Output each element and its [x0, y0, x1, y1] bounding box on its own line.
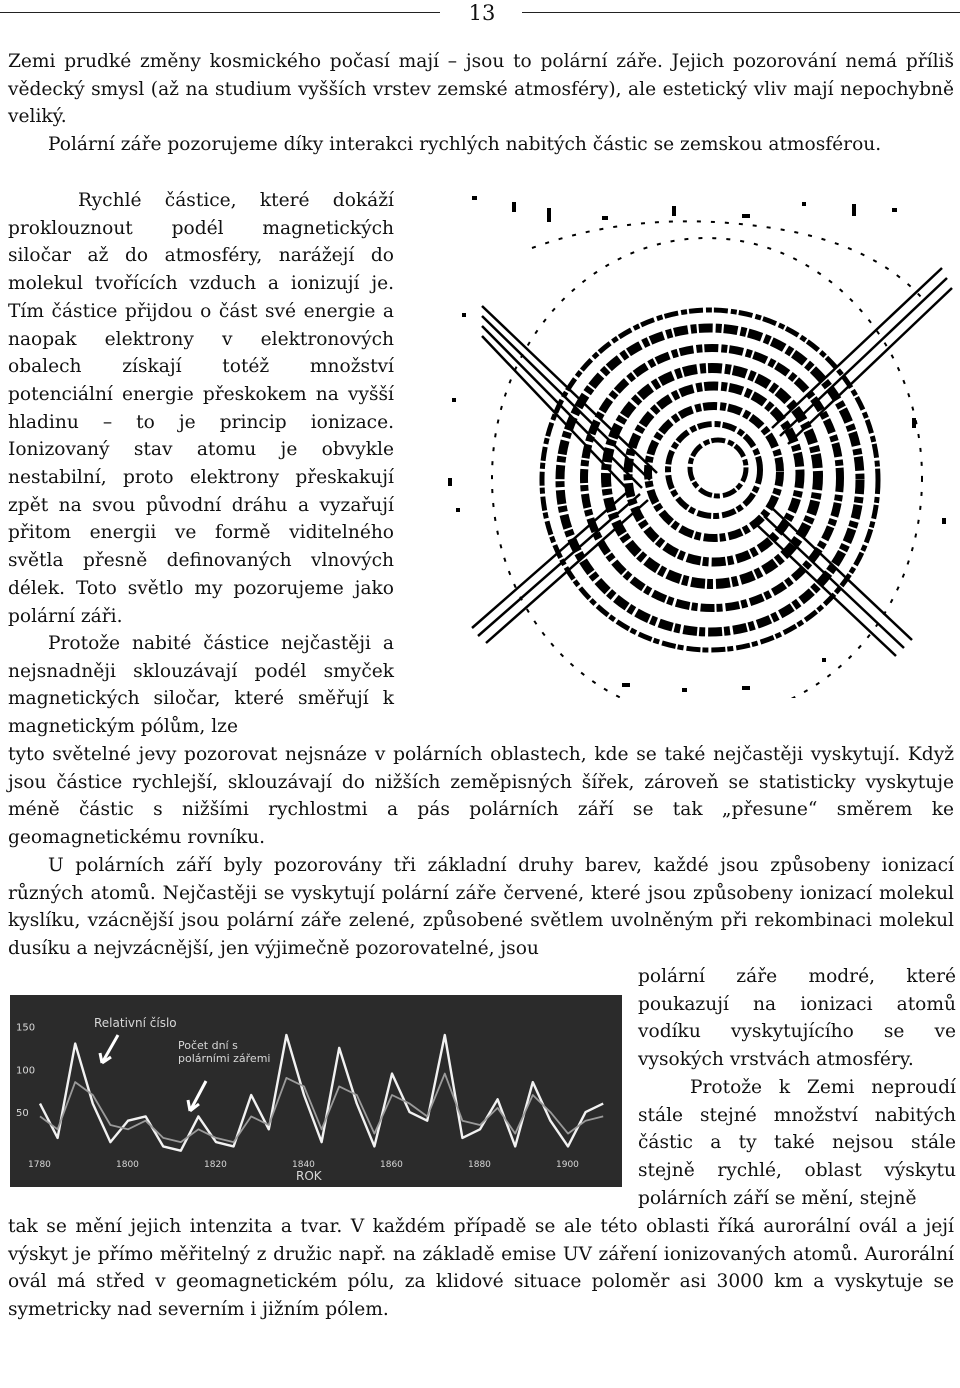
label-relative-number: Relativní číslo [94, 1016, 177, 1030]
aurora-frequency-chart [10, 995, 622, 1187]
header-rule-left [0, 12, 440, 13]
series-line-0 [40, 1035, 603, 1151]
y-tick-label-0: 150 [16, 1022, 36, 1034]
header-rule-right [522, 12, 960, 13]
paragraph-4-column: polární záře modré, které poukazují na ionizaci atomů vodíku vyskytujícího se ve vysokých vrstvách atmosféry. [638, 966, 956, 1071]
paragraph-3-column: Protože nabité částice nejčastěji a nejsnadněji sklouzávají podél smyček magnetických siločar, které směřují k magnetickým pólům, lze [8, 633, 394, 738]
x-axis-label: ROK [296, 1169, 322, 1183]
page-header [0, 0, 960, 30]
arrow-relative [100, 1035, 118, 1063]
paragraph-4-full: U polárních září byly pozorovány tři základní druhy barev, každé jsou způsobeny ionizací různých atomů. Nejčastěji se vyskytují polární záře červené, které jsou způsobeny ionizací molekul kyslíku, vzácnější jsou polární záře zelené, způsobené světlem uvolněným při rekombinaci molekul dusíku a nejvzácnější, jen výjimečně pozorovatelné, jsou [8, 855, 954, 960]
y-tick-label-2: 50 [16, 1108, 29, 1120]
x-tick-label-4: 1860 [380, 1160, 403, 1170]
x-tick-label-5: 1880 [468, 1160, 491, 1170]
x-tick-label-1: 1800 [116, 1160, 139, 1170]
x-tick-label-0: 1780 [28, 1160, 51, 1170]
paragraph-2-column: Rychlé částice, které dokáží proklouznout podél magnetických siločar až do atmosféry, narážejí do molekul tvořících vzduch a ionizují je. Tím částice přijdou o část své energie a naopak elektrony v elektronových obalech získají totéž množství potenciální energie přeskokem na vyšší hladinu – to je princip ionizace. Ionizovaný stav atomu je obvykle nestabilní, proto elektrony přeskakují zpět na svou původní dráhu a vyzařují přitom energii ve formě viditelného světla přesně definovaných vlnových délek. Toto světlo my pozorujeme jako polární záři. [8, 190, 394, 627]
arrow-count [188, 1081, 206, 1111]
aurora-oval-figure [442, 188, 960, 698]
paragraph-5-column: Protože k Zemi neproudí stále stejné množství nabitých částic a ty také nejsou stále stejně rychlé, oblast výskytu polárních září se mění, stejně [638, 1077, 956, 1209]
y-tick-label-1: 100 [16, 1065, 36, 1077]
paragraph-5-full: tak se mění jejich intenzita a tvar. V každém případě se ale této oblasti říká aurorální ovál a její výskyt je přímo měřitelný z družic např. na základě emise UV záření ionizovaných atomů. Aurorální ovál má střed v geomagnetickém pólu, za klidové situace poloměr asi 3000 km a vyskytuje se symetricky nad severním i jižním pólem. [8, 1216, 954, 1321]
label-aurora-days: Počet dní s polárními zářemi [178, 1039, 271, 1065]
paragraph-2-intro: Polární záře pozorujeme díky interakci rychlých nabitých částic se zemskou atmosférou. [48, 134, 882, 155]
x-tick-label-3: 1840 [292, 1160, 315, 1170]
paragraph-1: Zemi prudké změny kosmického počasí mají – jsou to polární záře. Jejich pozorování nemá příliš vědecký smysl (až na studium vyšších vrstev zemské atmosféry), ale estetický vliv mají nepochybně veliký. [8, 51, 954, 128]
x-tick-label-2: 1820 [204, 1160, 227, 1170]
x-tick-label-6: 1900 [556, 1160, 579, 1170]
page-number: 13 [468, 1, 496, 25]
chart-svg [10, 995, 622, 1187]
paragraph-3-full: tyto světelné jevy pozorovat nejsnáze v polárních oblastech, kde se také nejčastěji vyskytují. Když jsou částice rychlejší, sklouzávají do nižších zeměpisných šířek, zároveň se statisticky vyskytuje méně částic s nižšími rychlostmi a pás polárních září se tak „přesune“ směrem ke geomagnetickému rovníku. [8, 744, 954, 849]
